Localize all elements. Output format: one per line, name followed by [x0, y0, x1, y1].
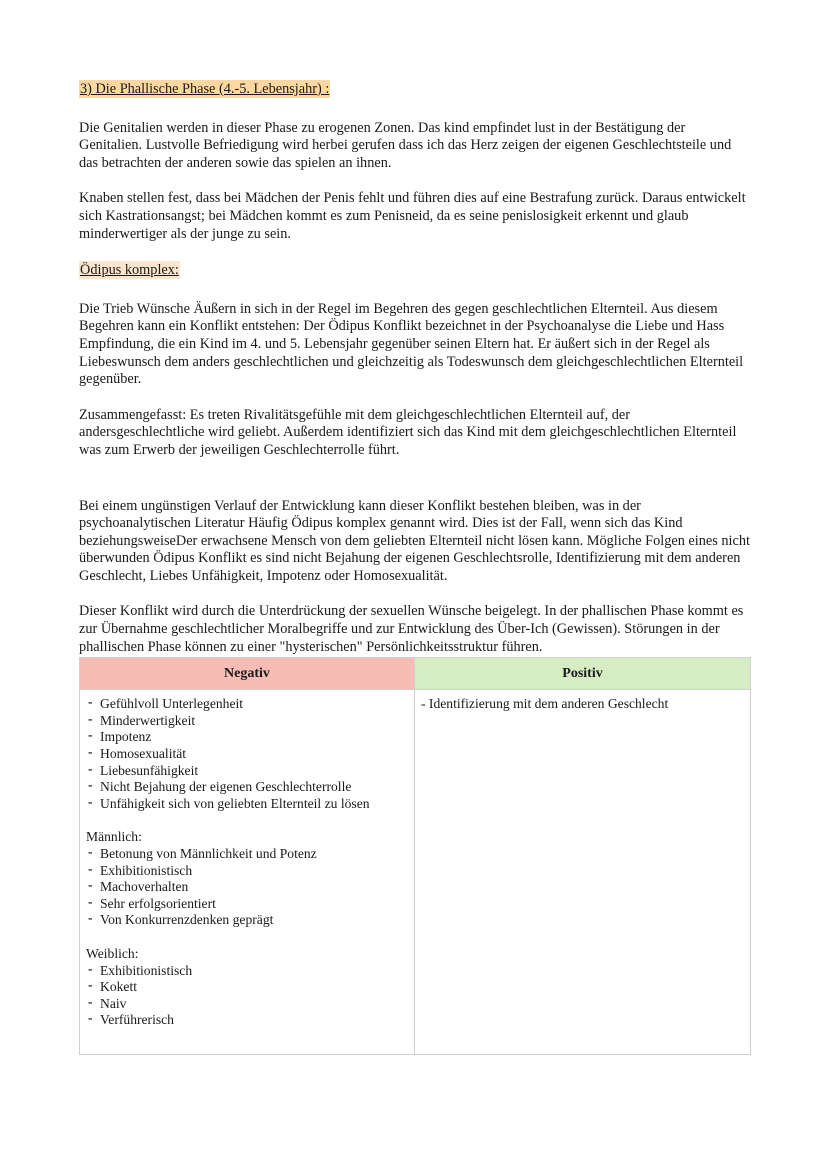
- comparison-table: [79, 657, 751, 1055]
- negativ-cell: [80, 690, 415, 1055]
- section-heading: [79, 80, 751, 99]
- intro-paragraph-2: Knaben stellen fest, dass bei Mädchen der Penis fehlt und führen dies auf eine Bestrafung zurück. Daraus entwickelt sich Kastrationsangst; bei Mädchen kommt es zum Penisneid, da es seine penislosigkeit erkennt und glaub minderwertiger als der junge zu sein.: [79, 190, 746, 242]
- oedipus-subheading-text: Ödipus komplex:: [80, 262, 179, 279]
- negativ-general-list: [86, 696, 406, 812]
- list-item: - Sehr erfolgsorientiert: [86, 896, 406, 913]
- list-item: - Unfähigkeit sich von geliebten Elternteil zu lösen: [86, 796, 406, 813]
- oedipus-paragraph-2: Zusammengefasst: Es treten Rivalitätsgefühle mit dem gleichgeschlechtlichen Elternteil auf, der andersgeschlechtliche wird geliebt. Außerdem identifiziert sich das Kind mit dem gleichgeschlechtlichen Elternteil was zum Erwerb der jeweiligen Geschlechterrolle führt.: [79, 406, 737, 458]
- table-body-row: [80, 690, 751, 1055]
- list-item: - Impotenz: [86, 729, 406, 746]
- oedipus-paragraph-4: Dieser Konflikt wird durch die Unterdrückung der sexuellen Wünsche beigelegt. In der phallischen Phase kommt es zur Übernahme geschlechtlicher Moralbegriffe und zur Entwicklung des Über-Ich (Gewissen). Störungen in der phallischen Phase können zu einer "hysterischen" Persönlichkeitsstruktur führen.: [79, 603, 744, 655]
- maennlich-list: [86, 846, 406, 929]
- table-header-row: [80, 658, 751, 690]
- list-item: - Von Konkurrenzdenken geprägt: [86, 912, 406, 929]
- weiblich-label: Weiblich:: [86, 945, 139, 961]
- list-item: - Minderwertigkeit: [86, 713, 406, 730]
- positiv-cell: [415, 690, 751, 1055]
- maennlich-label: Männlich:: [86, 829, 142, 845]
- list-item: - Gefühlvoll Unterlegenheit: [86, 696, 406, 713]
- oedipus-subheading: [79, 261, 751, 280]
- list-item: - Exhibitionistisch: [86, 863, 406, 880]
- positiv-header: Positiv: [415, 658, 751, 690]
- oedipus-paragraph-3: Bei einem ungünstigen Verlauf der Entwicklung kann dieser Konflikt bestehen bleiben, was in der psychoanalytischen Literatur Häufig Ödipus komplex genannt wird. Dies ist der Fall, wenn sich das Kind beziehungsweiseDer erwachsene Mensch von dem geliebten Elternteil nicht lösen kann. Mögliche Folgen eines nicht überwunden Ödipus Konflikt es sind nicht Bejahung der eigenen Geschlechtsrolle, Identifizierung mit dem anderen Geschlecht, Liebes Unfähigkeit, Impotenz oder Homosexualität.: [79, 497, 750, 584]
- positiv-item: - Identifizierung mit dem anderen Geschlecht: [421, 696, 669, 712]
- document-page: [79, 80, 751, 1055]
- list-item: - Kokett: [86, 979, 406, 996]
- list-item: - Nicht Bejahung der eigenen Geschlechterrolle: [86, 779, 406, 796]
- intro-paragraph-1: Die Genitalien werden in dieser Phase zu erogenen Zonen. Das kind empfindet lust in der Bestätigung der Genitalien. Lustvolle Befriedigung wird herbei gerufen dass ich das Herz zeigen der eigenen Geschlechtsteile und das betrachten der anderen sowie das spielen an ihnen.: [79, 119, 732, 171]
- negativ-header: Negativ: [80, 658, 415, 690]
- list-item: - Machoverhalten: [86, 879, 406, 896]
- list-item: - Betonung von Männlichkeit und Potenz: [86, 846, 406, 863]
- list-item: - Verführerisch: [86, 1012, 406, 1029]
- list-item: - Liebesunfähigkeit: [86, 763, 406, 780]
- oedipus-paragraph-1: Die Trieb Wünsche Äußern in sich in der Regel im Begehren des gegen geschlechtlichen Elternteil. Aus diesem Begehren kann ein Konflikt entstehen: Der Ödipus Konflikt bezeichnet in der Psychoanalyse die Liebe und Hass Empfindung, die ein Kind im 4. und 5. Lebensjahr gegenüber seinen Eltern hat. Er äußert sich in der Regel als Liebeswunsch dem anders geschlechtlichen und gleichzeitig als Todeswunsch dem gleichgeschlechtlichen Elternteil gegenüber.: [79, 300, 744, 388]
- list-item: - Naiv: [86, 996, 406, 1013]
- section-heading-text: 3) Die Phallische Phase (4.-5. Lebensjahr) :: [80, 81, 330, 97]
- weiblich-list: [86, 963, 406, 1029]
- list-item: - Exhibitionistisch: [86, 963, 406, 980]
- list-item: - Homosexualität: [86, 746, 406, 763]
